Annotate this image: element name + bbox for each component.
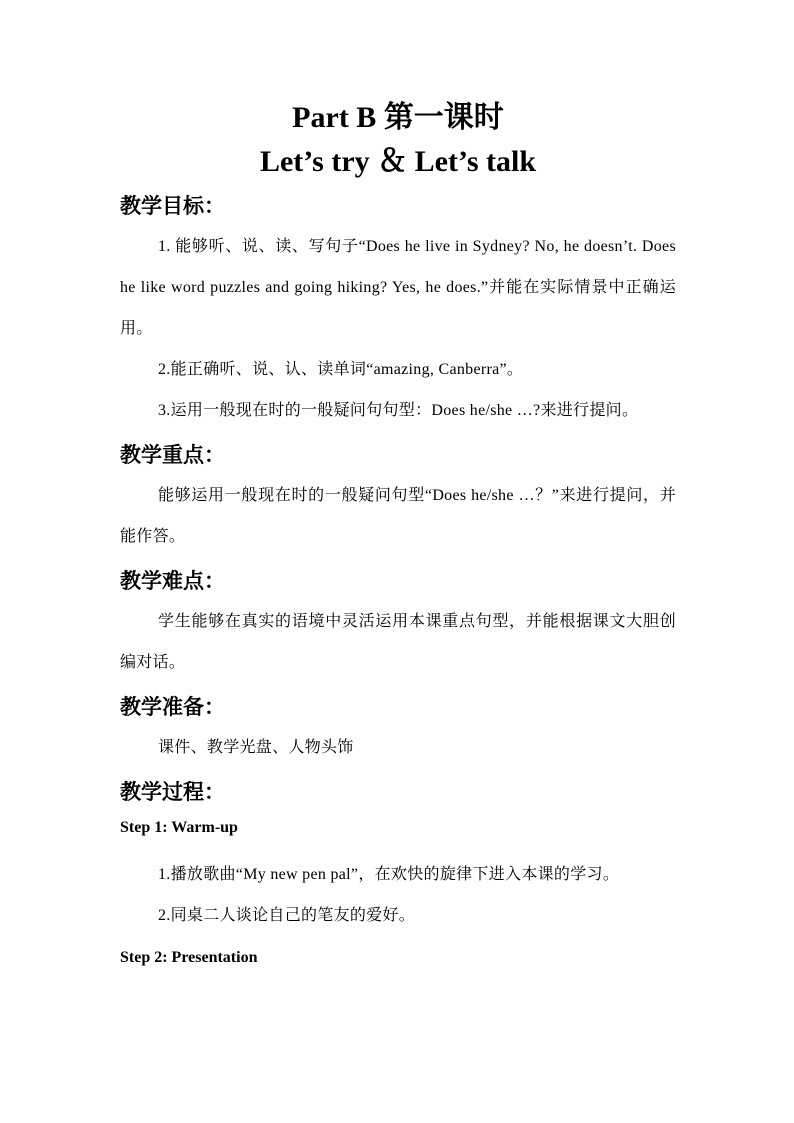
lesson-subtitle: Let’s try ＆ Let’s talk — [259, 145, 537, 178]
difficulties-text: 学生能够在真实的语境中灵活运用本课重点句型，并能根据课文大胆创编对话。 — [120, 613, 676, 671]
objective-item-2: 2.能正确听、说、认、读单词“amazing, Canberra”。 — [158, 361, 524, 378]
process-heading: 教学过程： — [120, 780, 225, 804]
preparation-text: 课件、教学光盘、人物头饰 — [158, 739, 354, 756]
difficulties-heading: 教学难点： — [120, 569, 225, 593]
step1-item-2: 2.同桌二人谈论自己的笔友的爱好。 — [158, 907, 416, 924]
objectives-heading: 教学目标： — [120, 194, 225, 218]
step1-title: Step 1: Warm-up — [120, 819, 238, 836]
key-points-text: 能够运用一般现在时的一般疑问句型“Does he/she …？”来进行提问，并能作答。 — [120, 487, 676, 545]
objective-item-1: 1. 能够听、说、读、写句子“Does he live in Sydney? No, he doesn’t. Does he like word puzzles and going hiking? Yes, he does.”并能在实际情景中正确运用。 — [120, 238, 676, 337]
objective-item-3: 3.运用一般现在时的一般疑问句句型：Does he/she …?来进行提问。 — [158, 402, 639, 419]
document-page — [120, 98, 676, 984]
key-points-heading: 教学重点： — [120, 443, 225, 467]
lesson-title: Part B 第一课时 — [292, 101, 504, 134]
step2-title: Step 2: Presentation — [120, 949, 258, 966]
preparation-heading: 教学准备： — [120, 695, 225, 719]
step1-item-1: 1.播放歌曲“My new pen pal”，在欢快的旋律下进入本课的学习。 — [158, 866, 620, 883]
